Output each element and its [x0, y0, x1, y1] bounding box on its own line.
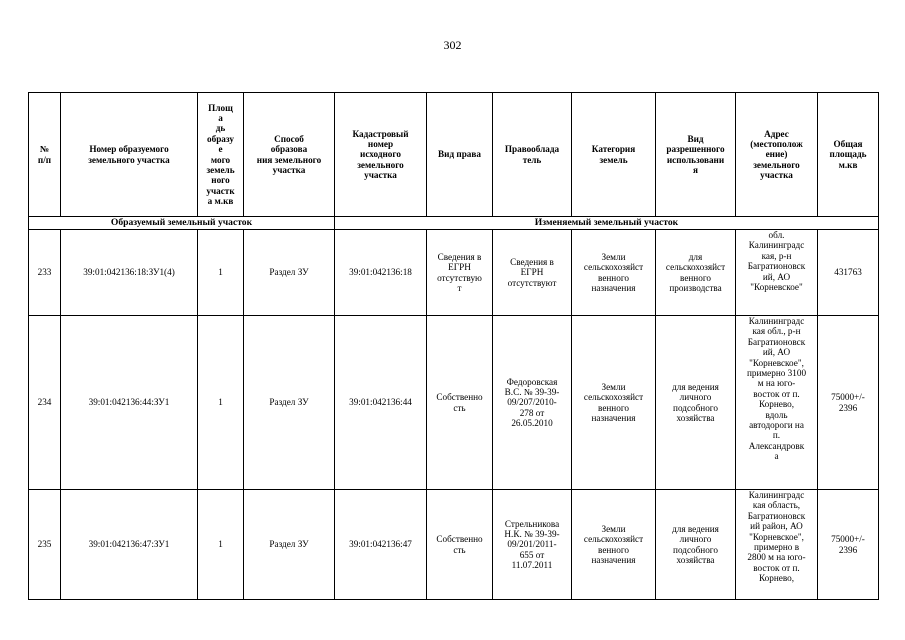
header-right-holder: Правооблада тель: [493, 93, 572, 217]
section-row: [29, 217, 879, 230]
table-header-row: [29, 93, 879, 217]
cell-plot-number: 39:01:042136:47:ЗУ1: [61, 490, 198, 600]
cell-source-cadastral-number: 39:01:042136:47: [335, 490, 427, 600]
cell-right-holder: Сведения в ЕГРН отсутствуют: [493, 230, 572, 316]
header-source-cadastral-number: Кадастровый номер исходного земельного участка: [335, 93, 427, 217]
header-formation-method: Способ образова ния земельного участка: [244, 93, 335, 217]
cell-source-cadastral-number: 39:01:042136:18: [335, 230, 427, 316]
cell-plot-area: 1: [198, 316, 244, 490]
table-row: [29, 316, 879, 490]
cell-number: 234: [29, 316, 61, 490]
header-plot-number: Номер образуемого земельного участка: [61, 93, 198, 217]
cell-formation-method: Раздел ЗУ: [244, 230, 335, 316]
cell-source-cadastral-number: 39:01:042136:44: [335, 316, 427, 490]
cell-plot-number: 39:01:042136:44:ЗУ1: [61, 316, 198, 490]
cell-right-holder: Федоровская В.С. № 39-39- 09/207/2010- 278 от 26.05.2010: [493, 316, 572, 490]
section-formed-plot: Образуемый земельный участок: [29, 217, 335, 230]
cell-address: Калининградс кая обл., р-н Багратионовск ий, АО "Корневское", примерно 3100 м на юго- восток от п. Корнево, вдоль автодороги на п. Александровк а: [736, 316, 818, 490]
cell-total-area: 75000+/- 2396: [818, 490, 879, 600]
cell-total-area: 75000+/- 2396: [818, 316, 879, 490]
cell-number: 235: [29, 490, 61, 600]
page-number: 302: [443, 38, 462, 52]
cell-formation-method: Раздел ЗУ: [244, 490, 335, 600]
cell-address: Калининградс кая область, Багратионовск ий район, АО "Корневское", примерно в 2800 м на юго- восток от п. Корнево,: [736, 490, 818, 600]
land-plots-table: [28, 92, 879, 600]
table-row: [29, 230, 879, 316]
cell-plot-area: 1: [198, 490, 244, 600]
cell-address: обл. Калининградс кая, р-н Багратионовск ий, АО "Корневское": [736, 230, 818, 316]
cell-number: 233: [29, 230, 61, 316]
header-number: № п/п: [29, 93, 61, 217]
cell-formation-method: Раздел ЗУ: [244, 316, 335, 490]
header-land-category: Категория земель: [572, 93, 656, 217]
cell-right-holder: Стрельникова Н.К. № 39-39- 09/201/2011- 655 от 11.07.2011: [493, 490, 572, 600]
cell-plot-area: 1: [198, 230, 244, 316]
header-right-type: Вид права: [427, 93, 493, 217]
cell-right-type: Собственно сть: [427, 316, 493, 490]
cell-right-type: Сведения в ЕГРН отсутствую т: [427, 230, 493, 316]
header-plot-area: Площ а дь образу е мого земель ного участк а м.кв: [198, 93, 244, 217]
section-changed-plot: Изменяемый земельный участок: [335, 217, 879, 230]
cell-plot-number: 39:01:042136:18:ЗУ1(4): [61, 230, 198, 316]
cell-land-category: Земли сельскохозяйст венного назначения: [572, 490, 656, 600]
cell-land-category: Земли сельскохозяйст венного назначения: [572, 316, 656, 490]
cell-permitted-use: для ведения личного подсобного хозяйства: [656, 490, 736, 600]
header-permitted-use: Вид разрешенного использовани я: [656, 93, 736, 217]
cell-land-category: Земли сельскохозяйст венного назначения: [572, 230, 656, 316]
cell-total-area: 431763: [818, 230, 879, 316]
table-row: [29, 490, 879, 600]
header-address: Адрес (местополож ение) земельного участка: [736, 93, 818, 217]
cell-right-type: Собственно сть: [427, 490, 493, 600]
header-total-area: Общая площадь м.кв: [818, 93, 879, 217]
cell-permitted-use: для сельскохозяйст венного производства: [656, 230, 736, 316]
cell-permitted-use: для ведения личного подсобного хозяйства: [656, 316, 736, 490]
